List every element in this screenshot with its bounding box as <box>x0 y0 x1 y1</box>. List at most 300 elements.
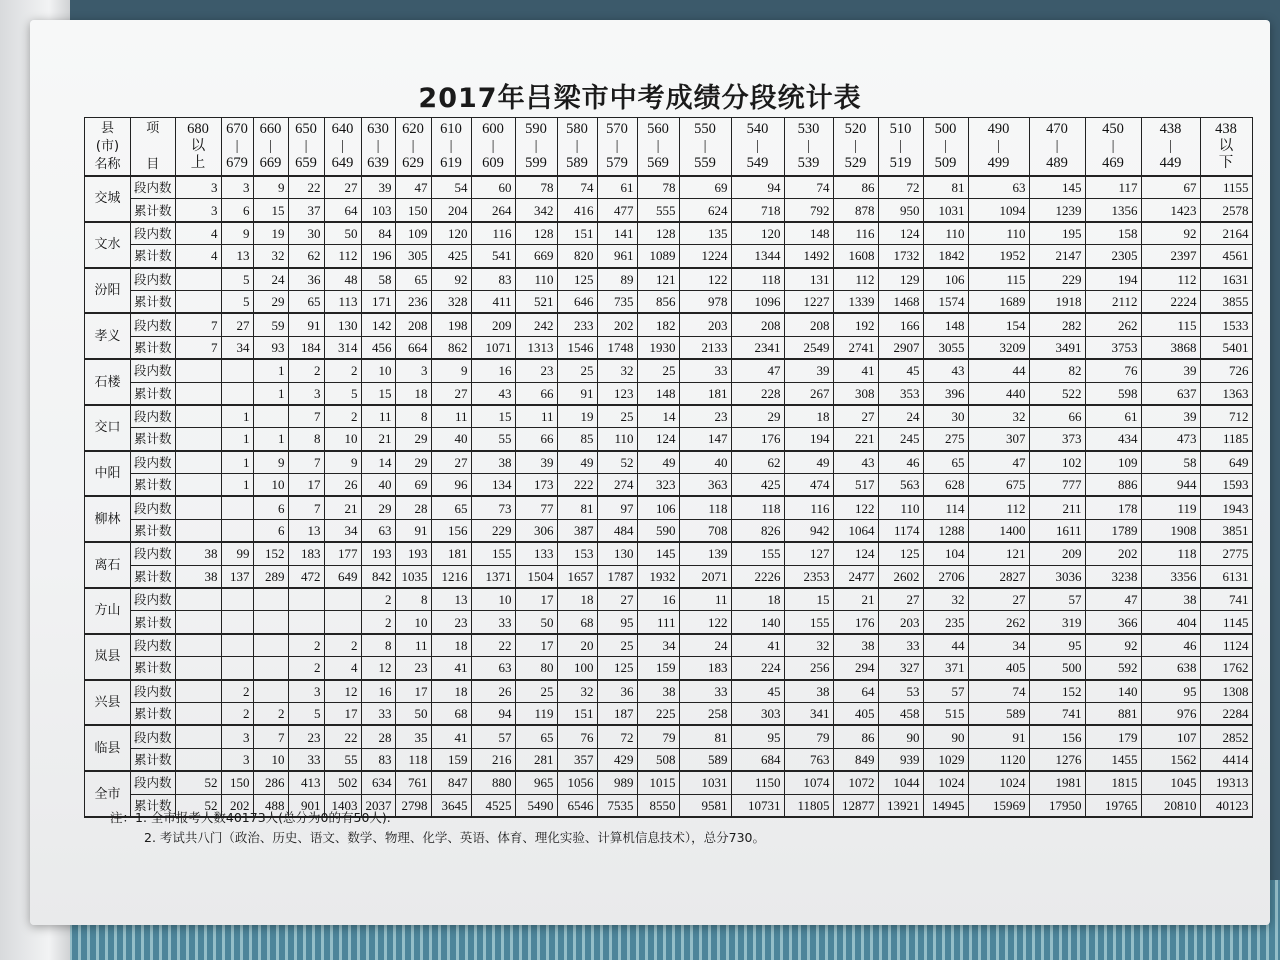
table-cell: 3 <box>175 199 221 222</box>
table-cell: 3491 <box>1029 336 1085 359</box>
table-cell: 2477 <box>833 565 878 588</box>
table-cell: 22 <box>324 725 361 748</box>
table-cell: 86 <box>833 176 878 199</box>
table-cell: 69 <box>679 176 731 199</box>
table-cell: 15 <box>361 382 395 405</box>
table-cell: 81 <box>557 496 597 519</box>
table-cell: 36 <box>597 680 637 703</box>
table-cell: 12 <box>361 657 395 680</box>
table-cell: 965 <box>515 771 557 794</box>
table-row <box>85 771 1253 794</box>
table-cell: 209 <box>1029 542 1085 565</box>
table-cell: 541 <box>471 245 515 268</box>
county-name: 兴县 <box>85 680 131 726</box>
table-cell: 106 <box>637 496 679 519</box>
table-cell: 777 <box>1029 474 1085 497</box>
table-cell: 1492 <box>784 245 833 268</box>
table-cell: 1943 <box>1200 496 1252 519</box>
score-distribution-table <box>84 117 1253 818</box>
table-cell: 152 <box>253 542 288 565</box>
table-cell: 598 <box>1085 382 1141 405</box>
table-cell: 63 <box>471 657 515 680</box>
header-range: 540 | 549 <box>731 118 784 177</box>
table-cell: 1045 <box>1141 771 1200 794</box>
table-cell: 1150 <box>731 771 784 794</box>
table-cell: 145 <box>637 542 679 565</box>
table-cell: 100 <box>557 657 597 680</box>
table-cell: 65 <box>288 290 324 313</box>
table-cell: 81 <box>923 176 968 199</box>
table-cell: 1288 <box>923 519 968 542</box>
table-cell: 147 <box>679 428 731 451</box>
table-cell <box>221 519 253 542</box>
table-cell: 130 <box>324 313 361 336</box>
table-cell: 125 <box>878 542 923 565</box>
table-cell: 55 <box>324 748 361 771</box>
table-cell: 155 <box>471 542 515 565</box>
table-cell: 881 <box>1085 702 1141 725</box>
table-cell: 7 <box>288 496 324 519</box>
table-cell: 181 <box>679 382 731 405</box>
table-cell: 121 <box>968 542 1029 565</box>
table-cell: 792 <box>784 199 833 222</box>
table-cell: 121 <box>637 268 679 291</box>
table-cell: 36 <box>288 268 324 291</box>
table-cell: 6546 <box>557 794 597 817</box>
table-cell: 124 <box>637 428 679 451</box>
table-cell: 684 <box>731 748 784 771</box>
table-cell: 125 <box>557 268 597 291</box>
table-cell: 128 <box>515 222 557 245</box>
table-cell: 17 <box>395 680 431 703</box>
table-cell: 221 <box>833 428 878 451</box>
table-cell: 2224 <box>1141 290 1200 313</box>
table-cell: 118 <box>731 496 784 519</box>
table-cell: 328 <box>431 290 471 313</box>
table-row <box>85 748 1253 771</box>
table-cell: 24 <box>878 405 923 428</box>
table-cell: 307 <box>968 428 1029 451</box>
table-cell: 85 <box>557 428 597 451</box>
table-cell: 29 <box>253 290 288 313</box>
county-name: 岚县 <box>85 634 131 680</box>
table-cell <box>175 496 221 519</box>
table-cell: 8 <box>395 405 431 428</box>
table-cell: 94 <box>731 176 784 199</box>
table-row <box>85 451 1253 474</box>
table-cell: 1504 <box>515 565 557 588</box>
table-cell: 4561 <box>1200 245 1252 268</box>
table-cell: 590 <box>637 519 679 542</box>
table-cell: 275 <box>923 428 968 451</box>
header-range: 450 | 469 <box>1085 118 1141 177</box>
table-cell: 49 <box>637 451 679 474</box>
table-cell: 886 <box>1085 474 1141 497</box>
table-cell: 18 <box>784 405 833 428</box>
table-cell: 1074 <box>784 771 833 794</box>
table-cell: 25 <box>557 359 597 382</box>
table-cell: 130 <box>597 542 637 565</box>
table-cell: 115 <box>968 268 1029 291</box>
row-label-segment: 段内数 <box>131 634 176 657</box>
header-range: 520 | 529 <box>833 118 878 177</box>
table-cell: 458 <box>878 702 923 725</box>
table-cell: 1363 <box>1200 382 1252 405</box>
table-cell: 76 <box>1085 359 1141 382</box>
table-cell: 25 <box>515 680 557 703</box>
table-cell: 27 <box>431 382 471 405</box>
table-cell: 45 <box>878 359 923 382</box>
table-cell: 21 <box>833 588 878 611</box>
table-cell: 2037 <box>361 794 395 817</box>
row-label-segment: 段内数 <box>131 359 176 382</box>
table-cell: 30 <box>288 222 324 245</box>
row-label-cumulative: 累计数 <box>131 748 176 771</box>
table-cell: 65 <box>431 496 471 519</box>
table-cell <box>175 725 221 748</box>
table-cell: 156 <box>431 519 471 542</box>
table-cell: 40 <box>679 451 731 474</box>
table-cell: 39 <box>784 359 833 382</box>
table-cell: 341 <box>784 702 833 725</box>
table-cell: 123 <box>597 382 637 405</box>
table-cell <box>175 290 221 313</box>
table-cell: 634 <box>361 771 395 794</box>
table-cell: 842 <box>361 565 395 588</box>
county-name: 中阳 <box>85 451 131 497</box>
table-cell: 942 <box>784 519 833 542</box>
table-cell: 1239 <box>1029 199 1085 222</box>
table-cell: 12877 <box>833 794 878 817</box>
table-cell: 2 <box>253 702 288 725</box>
table-cell: 2147 <box>1029 245 1085 268</box>
table-cell: 1064 <box>833 519 878 542</box>
table-cell: 229 <box>1029 268 1085 291</box>
table-cell: 17 <box>515 634 557 657</box>
table-cell: 140 <box>1085 680 1141 703</box>
table-cell: 122 <box>679 611 731 634</box>
table-cell: 880 <box>471 771 515 794</box>
table-cell: 515 <box>923 702 968 725</box>
header-range: 650 | 659 <box>288 118 324 177</box>
table-cell: 53 <box>878 680 923 703</box>
table-cell: 2578 <box>1200 199 1252 222</box>
table-cell: 39 <box>515 451 557 474</box>
table-cell: 196 <box>361 245 395 268</box>
table-cell: 49 <box>784 451 833 474</box>
table-cell: 3 <box>288 382 324 405</box>
table-cell: 862 <box>431 336 471 359</box>
table-cell: 33 <box>361 702 395 725</box>
table-cell: 32 <box>557 680 597 703</box>
table-cell: 67 <box>1141 176 1200 199</box>
table-cell: 74 <box>968 680 1029 703</box>
table-cell: 50 <box>515 611 557 634</box>
table-cell: 47 <box>1085 588 1141 611</box>
table-cell: 154 <box>968 313 1029 336</box>
table-cell: 2798 <box>395 794 431 817</box>
table-cell: 110 <box>968 222 1029 245</box>
table-cell: 1029 <box>923 748 968 771</box>
table-cell: 989 <box>597 771 637 794</box>
table-cell: 1276 <box>1029 748 1085 771</box>
table-cell: 2 <box>361 588 395 611</box>
table-cell: 43 <box>471 382 515 405</box>
table-cell: 96 <box>431 474 471 497</box>
table-cell: 500 <box>1029 657 1085 680</box>
table-cell: 477 <box>597 199 637 222</box>
table-cell: 262 <box>1085 313 1141 336</box>
table-cell: 118 <box>1141 542 1200 565</box>
table-cell: 1124 <box>1200 634 1252 657</box>
table-cell: 131 <box>784 268 833 291</box>
table-cell: 137 <box>221 565 253 588</box>
table-cell: 411 <box>471 290 515 313</box>
table-cell: 1562 <box>1141 748 1200 771</box>
table-cell: 7 <box>175 336 221 359</box>
header-range: 630 | 639 <box>361 118 395 177</box>
table-cell: 820 <box>557 245 597 268</box>
row-label-segment: 段内数 <box>131 313 176 336</box>
table-cell: 13 <box>431 588 471 611</box>
row-label-cumulative: 累计数 <box>131 519 176 542</box>
table-cell: 2284 <box>1200 702 1252 725</box>
page-title: 2017年吕梁市中考成绩分段统计表 <box>418 83 862 114</box>
table-cell: 28 <box>395 496 431 519</box>
table-cell <box>221 634 253 657</box>
table-cell: 135 <box>679 222 731 245</box>
table-cell: 158 <box>1085 222 1141 245</box>
table-cell: 592 <box>1085 657 1141 680</box>
table-cell: 267 <box>784 382 833 405</box>
table-cell: 1789 <box>1085 519 1141 542</box>
table-cell: 1185 <box>1200 428 1252 451</box>
table-cell: 32 <box>597 359 637 382</box>
table-cell: 1423 <box>1141 199 1200 222</box>
table-cell <box>221 496 253 519</box>
table-cell: 92 <box>1085 634 1141 657</box>
table-cell: 2164 <box>1200 222 1252 245</box>
table-cell: 3238 <box>1085 565 1141 588</box>
table-cell <box>175 611 221 634</box>
table-cell: 166 <box>878 313 923 336</box>
table-cell: 46 <box>878 451 923 474</box>
table-cell: 33 <box>679 359 731 382</box>
table-cell: 27 <box>221 313 253 336</box>
table-row <box>85 359 1253 382</box>
table-cell: 38 <box>471 451 515 474</box>
table-cell: 93 <box>253 336 288 359</box>
table-cell: 741 <box>1029 702 1085 725</box>
table-cell <box>175 359 221 382</box>
table-cell: 1072 <box>833 771 878 794</box>
table-cell: 2 <box>361 611 395 634</box>
table-cell: 664 <box>395 336 431 359</box>
table-cell <box>175 657 221 680</box>
table-cell: 10731 <box>731 794 784 817</box>
table-cell: 19 <box>253 222 288 245</box>
table-cell: 6 <box>253 519 288 542</box>
table-cell: 1689 <box>968 290 1029 313</box>
table-cell: 30 <box>923 405 968 428</box>
row-label-cumulative: 累计数 <box>131 336 176 359</box>
table-cell: 856 <box>637 290 679 313</box>
table-cell: 90 <box>923 725 968 748</box>
table-cell: 1611 <box>1029 519 1085 542</box>
table-cell: 488 <box>253 794 288 817</box>
table-cell: 342 <box>515 199 557 222</box>
table-cell: 29 <box>361 496 395 519</box>
table-cell: 282 <box>1029 313 1085 336</box>
table-cell: 66 <box>515 382 557 405</box>
table-cell: 646 <box>557 290 597 313</box>
note-line-1: 注：1. 全市报考人数40173人(总分为0的有50人). <box>110 810 391 825</box>
table-cell: 61 <box>1085 405 1141 428</box>
table-cell: 224 <box>731 657 784 680</box>
table-cell: 405 <box>968 657 1029 680</box>
table-row <box>85 176 1253 199</box>
table-cell: 16 <box>637 588 679 611</box>
table-cell: 1227 <box>784 290 833 313</box>
table-cell: 112 <box>324 245 361 268</box>
table-cell: 944 <box>1141 474 1200 497</box>
table-cell: 112 <box>833 268 878 291</box>
table-cell: 1024 <box>968 771 1029 794</box>
county-name: 柳林 <box>85 496 131 542</box>
table-cell: 1533 <box>1200 313 1252 336</box>
table-cell: 718 <box>731 199 784 222</box>
county-name: 离石 <box>85 542 131 588</box>
table-cell: 110 <box>878 496 923 519</box>
table-cell: 32 <box>253 245 288 268</box>
table-cell: 114 <box>923 496 968 519</box>
table-cell: 125 <box>597 657 637 680</box>
table-cell: 40123 <box>1200 794 1252 817</box>
table-cell: 120 <box>431 222 471 245</box>
table-cell: 1574 <box>923 290 968 313</box>
table-cell: 1356 <box>1085 199 1141 222</box>
table-cell: 97 <box>597 496 637 519</box>
table-cell <box>175 268 221 291</box>
table-cell: 1174 <box>878 519 923 542</box>
table-cell: 208 <box>395 313 431 336</box>
table-cell: 950 <box>878 199 923 222</box>
table-cell: 3 <box>221 725 253 748</box>
table-cell: 122 <box>833 496 878 519</box>
table-cell: 32 <box>968 405 1029 428</box>
table-row <box>85 199 1253 222</box>
table-cell: 1094 <box>968 199 1029 222</box>
table-cell: 1056 <box>557 771 597 794</box>
table-cell: 151 <box>557 702 597 725</box>
table-cell: 91 <box>557 382 597 405</box>
table-cell: 122 <box>679 268 731 291</box>
table-cell: 11 <box>395 634 431 657</box>
table-cell: 118 <box>395 748 431 771</box>
table-row <box>85 382 1253 405</box>
table-cell: 173 <box>515 474 557 497</box>
table-cell: 638 <box>1141 657 1200 680</box>
table-cell: 44 <box>923 634 968 657</box>
table-cell: 47 <box>731 359 784 382</box>
table-cell: 216 <box>471 748 515 771</box>
table-cell: 4 <box>324 657 361 680</box>
table-cell: 118 <box>679 496 731 519</box>
table-cell: 47 <box>968 451 1029 474</box>
table-cell: 91 <box>395 519 431 542</box>
table-cell: 15 <box>784 588 833 611</box>
table-cell: 15 <box>253 199 288 222</box>
table-cell: 83 <box>361 748 395 771</box>
table-cell: 2305 <box>1085 245 1141 268</box>
table-cell: 10 <box>361 359 395 382</box>
table-cell: 118 <box>731 268 784 291</box>
county-name: 石楼 <box>85 359 131 405</box>
table-cell: 69 <box>395 474 431 497</box>
table-cell: 11 <box>361 405 395 428</box>
table-cell: 45 <box>731 680 784 703</box>
row-label-cumulative: 累计数 <box>131 199 176 222</box>
table-cell: 25 <box>597 634 637 657</box>
table-cell <box>253 634 288 657</box>
table-cell: 3356 <box>1141 565 1200 588</box>
table-cell: 373 <box>1029 428 1085 451</box>
table-cell: 111 <box>637 611 679 634</box>
table-cell: 18 <box>431 634 471 657</box>
table-cell: 726 <box>1200 359 1252 382</box>
table-cell: 72 <box>878 176 923 199</box>
table-cell: 306 <box>515 519 557 542</box>
table-cell: 1 <box>221 474 253 497</box>
table-cell: 159 <box>431 748 471 771</box>
table-row <box>85 588 1253 611</box>
table-cell: 202 <box>221 794 253 817</box>
table-cell: 193 <box>361 542 395 565</box>
table-cell <box>253 611 288 634</box>
table-cell <box>175 588 221 611</box>
header-range: 530 | 539 <box>784 118 833 177</box>
table-cell: 2852 <box>1200 725 1252 748</box>
table-cell: 129 <box>878 268 923 291</box>
table-cell: 327 <box>878 657 923 680</box>
table-cell: 425 <box>731 474 784 497</box>
table-cell: 589 <box>679 748 731 771</box>
table-cell: 628 <box>923 474 968 497</box>
table-cell: 38 <box>175 542 221 565</box>
table-cell: 2226 <box>731 565 784 588</box>
table-cell <box>288 588 324 611</box>
table-cell: 1400 <box>968 519 1029 542</box>
row-label-segment: 段内数 <box>131 268 176 291</box>
table-cell: 5 <box>221 268 253 291</box>
table-cell: 3 <box>395 359 431 382</box>
table-cell: 171 <box>361 290 395 313</box>
table-cell: 10 <box>253 474 288 497</box>
row-label-segment: 段内数 <box>131 725 176 748</box>
table-cell: 116 <box>784 496 833 519</box>
table-cell: 113 <box>324 290 361 313</box>
table-cell: 2112 <box>1085 290 1141 313</box>
table-cell <box>221 588 253 611</box>
table-cell <box>175 428 221 451</box>
county-name: 交城 <box>85 176 131 222</box>
table-cell: 25 <box>597 405 637 428</box>
table-cell: 33 <box>679 680 731 703</box>
table-cell: 148 <box>784 222 833 245</box>
table-row <box>85 405 1253 428</box>
table-cell: 17950 <box>1029 794 1085 817</box>
table-row <box>85 519 1253 542</box>
